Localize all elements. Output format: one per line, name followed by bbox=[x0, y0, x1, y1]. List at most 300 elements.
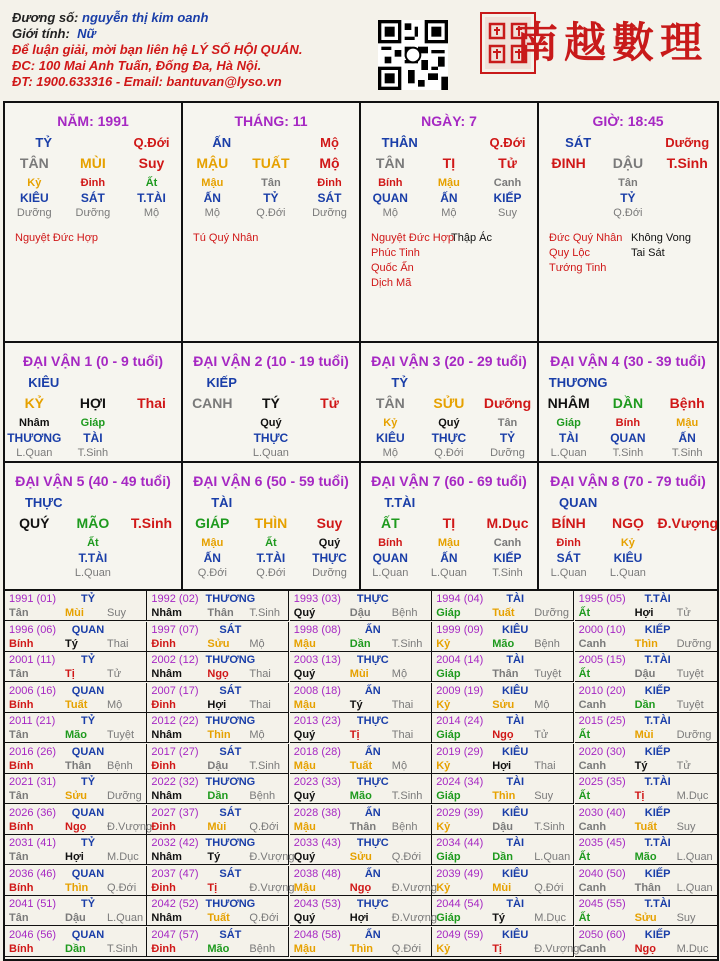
pillar-cell bbox=[183, 103, 361, 343]
cell-top: TỶ bbox=[35, 135, 53, 150]
cell-top: Q.Đới bbox=[489, 135, 526, 150]
year-label: 2036 (46) bbox=[9, 867, 57, 880]
year-stem: Đinh bbox=[151, 698, 176, 711]
year-label: 2035 (45) bbox=[578, 837, 626, 849]
cell-stem: Bệnh bbox=[669, 395, 705, 411]
year-god: T.TÀI bbox=[644, 898, 671, 910]
year-stem: Kỷ bbox=[436, 698, 451, 711]
year-god: T.TÀI bbox=[644, 593, 671, 605]
year-phase: Tuyệt bbox=[676, 698, 704, 711]
cell-stem: HỢI bbox=[79, 395, 106, 411]
year-label: 2042 (52) bbox=[151, 898, 199, 910]
dai-van-cell bbox=[539, 463, 717, 589]
contact-line: Để luận giải, mời bạn liên hệ LÝ SỐ HỘI QUÁN. bbox=[12, 42, 303, 57]
year-phase: Mộ bbox=[391, 668, 408, 680]
cell-gods: SÁT bbox=[556, 551, 581, 565]
year-cell bbox=[432, 805, 574, 835]
year-cell bbox=[290, 713, 432, 743]
year-phase: Đ.Vượng bbox=[249, 851, 295, 863]
year-branch: Thân bbox=[65, 759, 92, 772]
year-phase: Bệnh bbox=[391, 820, 418, 833]
year-stem: Tân bbox=[9, 790, 29, 802]
cell-stem: TÝ bbox=[261, 395, 280, 411]
year-phase: Đ.Vượng bbox=[534, 942, 580, 955]
year-label: 2029 (39) bbox=[436, 806, 484, 819]
cell-top: QUAN bbox=[559, 495, 598, 510]
year-label: 2005 (15) bbox=[578, 654, 626, 666]
year-stem: Nhâm bbox=[151, 851, 182, 863]
year-god: ẤN bbox=[364, 684, 381, 697]
year-phase: L.Quan bbox=[107, 912, 144, 924]
year-phase: Bệnh bbox=[391, 607, 418, 619]
year-god: TỶ bbox=[80, 654, 96, 666]
year-cell bbox=[290, 927, 432, 957]
star-item: Tú Quý Nhân bbox=[193, 232, 259, 244]
star-list-secondary bbox=[631, 231, 691, 261]
cell-gods: KIÊU bbox=[19, 191, 49, 205]
year-branch: Mão bbox=[207, 942, 230, 955]
star-item: Nguyệt Đức Hợp bbox=[371, 232, 455, 244]
year-branch: Dậu bbox=[349, 607, 371, 619]
cell-title: ĐẠI VẬN 3 (20 - 29 tuổi) bbox=[371, 353, 527, 369]
year-branch: Dần bbox=[65, 942, 86, 955]
year-god: THƯƠNG bbox=[205, 776, 256, 788]
year-phase: Tuyệt bbox=[676, 668, 704, 680]
year-branch: Thìn bbox=[207, 729, 231, 741]
year-god: THỰC bbox=[356, 776, 389, 788]
cell-stem: GIÁP bbox=[195, 515, 230, 531]
year-god: THƯƠNG bbox=[205, 654, 256, 666]
year-cell bbox=[432, 683, 574, 713]
year-god: ẤN bbox=[364, 806, 381, 819]
year-stem: Canh bbox=[578, 698, 607, 711]
cell-title: ĐẠI VẬN 6 (50 - 59 tuổi) bbox=[193, 473, 349, 489]
star-list bbox=[371, 231, 454, 291]
year-god: T.TÀI bbox=[644, 837, 671, 849]
year-branch: Tuất bbox=[634, 820, 657, 833]
year-cell bbox=[432, 927, 580, 957]
year-label: 2021 (31) bbox=[9, 776, 57, 788]
year-cell bbox=[575, 713, 717, 743]
year-phase: Đ.Vượng bbox=[249, 881, 295, 894]
year-cell bbox=[432, 744, 574, 774]
year-god: KIẾP bbox=[644, 867, 671, 880]
year-god: QUAN bbox=[71, 745, 105, 758]
year-branch: Tý bbox=[349, 698, 363, 711]
year-phase: M.Dục bbox=[676, 942, 709, 955]
year-cell bbox=[290, 744, 432, 774]
year-branch: Mão bbox=[634, 851, 657, 863]
year-phase: Tử bbox=[107, 668, 122, 680]
star-item: Không Vong bbox=[631, 232, 691, 244]
year-phase: Bệnh bbox=[534, 637, 560, 650]
year-god: KIÊU bbox=[502, 745, 529, 758]
year-phase: Đ.Vượng bbox=[391, 912, 437, 924]
cell-title: ĐẠI VẬN 4 (30 - 39 tuổi) bbox=[550, 353, 706, 369]
year-phase: M.Dục bbox=[534, 912, 566, 924]
year-phase: Dưỡng bbox=[676, 637, 712, 650]
year-god: TÀI bbox=[506, 654, 525, 666]
cell-hidden: Giáp bbox=[80, 417, 106, 429]
year-cell bbox=[432, 835, 574, 865]
star-item: Tai Sát bbox=[631, 247, 665, 259]
year-stem: Tân bbox=[9, 607, 29, 619]
cell-gods: THỰC bbox=[312, 551, 347, 565]
year-stem: Ất bbox=[578, 668, 591, 680]
year-phase: Suy bbox=[676, 820, 696, 833]
year-god: QUAN bbox=[71, 867, 105, 880]
star-list bbox=[193, 231, 258, 246]
year-god: THỰC bbox=[356, 898, 389, 910]
four-pillars-chart bbox=[3, 101, 719, 591]
year-phase: Bệnh bbox=[249, 942, 276, 955]
year-label: 2012 (22) bbox=[151, 715, 199, 727]
cell-top: KIÊU bbox=[28, 375, 60, 390]
year-phase: Thai bbox=[391, 698, 414, 711]
cell-gods: TÀI bbox=[558, 431, 579, 445]
year-stem: Bính bbox=[9, 698, 34, 711]
year-label: 2000 (10) bbox=[578, 623, 626, 636]
year-branch: Mùi bbox=[349, 668, 369, 680]
year-label: 2028 (38) bbox=[293, 806, 341, 819]
dai-van-cell bbox=[183, 343, 361, 463]
cell-stem: T.Sinh bbox=[666, 155, 708, 171]
year-stem: Mậu bbox=[293, 942, 316, 955]
address-line: ĐC: 100 Mai Anh Tuấn, Đống Đa, Hà Nội. bbox=[12, 58, 262, 73]
cell-stem: Đ.Vượng bbox=[657, 515, 719, 531]
dai-van-cell bbox=[5, 463, 183, 589]
year-phase: Mộ bbox=[391, 759, 408, 772]
star-item: Đức Quý Nhân bbox=[549, 232, 623, 244]
year-branch: Mùi bbox=[207, 820, 227, 833]
year-god: TÀI bbox=[506, 593, 525, 605]
year-god: THỰC bbox=[356, 593, 389, 605]
year-label: 2044 (54) bbox=[436, 898, 484, 910]
year-phase: Đ.Vượng bbox=[391, 881, 437, 894]
cell-hidden: Giáp bbox=[556, 417, 581, 429]
cell-phase: L.Quan bbox=[550, 567, 587, 579]
star-list bbox=[549, 231, 622, 276]
cell-phase: Q.Đới bbox=[613, 207, 643, 219]
year-god: QUAN bbox=[71, 928, 105, 941]
cell-hidden: Tân bbox=[261, 177, 281, 189]
year-branch: Tý bbox=[207, 851, 221, 863]
year-phase: Thai bbox=[249, 698, 271, 711]
year-god: KIÊU bbox=[502, 867, 529, 880]
year-cell bbox=[575, 774, 717, 804]
year-god: TỶ bbox=[80, 776, 96, 788]
cell-phase: Dưỡng bbox=[312, 207, 347, 219]
cell-stem: Tử bbox=[320, 395, 339, 411]
year-phase: M.Dục bbox=[107, 851, 139, 863]
year-cell bbox=[147, 744, 289, 774]
year-branch: Thìn bbox=[349, 942, 374, 955]
year-branch: Ngọ bbox=[349, 881, 372, 894]
year-branch: Dần bbox=[207, 790, 229, 802]
year-branch: Dậu bbox=[634, 668, 656, 680]
year-stem: Ất bbox=[578, 851, 591, 863]
year-phase: Q.Đới bbox=[107, 881, 137, 894]
year-phase: Suy bbox=[107, 607, 126, 619]
cell-hidden: Ất bbox=[265, 537, 277, 549]
year-stem: Kỷ bbox=[436, 637, 451, 650]
year-cell bbox=[147, 927, 289, 957]
cell-stem: Tử bbox=[498, 155, 517, 171]
cell-hidden: Kỷ bbox=[383, 417, 398, 429]
cell-hidden: Mậu bbox=[676, 417, 699, 429]
qr-code-icon[interactable] bbox=[378, 20, 448, 90]
cell-gods: T.TÀI bbox=[137, 191, 166, 205]
year-phase: Dưỡng bbox=[107, 790, 142, 802]
year-label: 2027 (37) bbox=[151, 806, 199, 819]
year-phase: M.Dục bbox=[676, 790, 709, 802]
year-stem: Kỷ bbox=[436, 881, 451, 894]
year-label: 2024 (34) bbox=[436, 776, 484, 788]
cell-hidden: Bính bbox=[615, 417, 641, 429]
cell-stem: ĐINH bbox=[551, 155, 586, 171]
year-stem: Bính bbox=[9, 942, 34, 955]
year-branch: Sửu bbox=[207, 637, 230, 650]
year-phase: Đ.Vượng bbox=[107, 820, 153, 833]
year-cell bbox=[5, 622, 147, 652]
cell-gods: SÁT bbox=[80, 191, 105, 205]
year-cell bbox=[432, 774, 574, 804]
year-branch: Sửu bbox=[492, 698, 515, 711]
year-god: TỶ bbox=[80, 898, 96, 910]
year-god: TỶ bbox=[80, 837, 96, 849]
year-god: T.TÀI bbox=[644, 776, 671, 788]
cell-stem: Suy bbox=[138, 155, 165, 171]
year-label: 2010 (20) bbox=[578, 684, 626, 697]
year-phase: L.Quan bbox=[534, 851, 571, 863]
year-branch: Ngọ bbox=[207, 668, 229, 680]
year-cell bbox=[575, 927, 717, 957]
year-god: THỰC bbox=[356, 837, 389, 849]
cell-phase: L.Quan bbox=[430, 567, 467, 579]
year-label: 2018 (28) bbox=[293, 745, 341, 758]
year-cell bbox=[147, 835, 295, 865]
year-phase: Tử bbox=[676, 607, 691, 619]
year-phase: T.Sinh bbox=[249, 759, 280, 772]
year-cell bbox=[432, 866, 574, 896]
cell-title: NĂM: 1991 bbox=[57, 113, 129, 129]
star-list bbox=[15, 231, 98, 246]
year-stem: Tân bbox=[9, 729, 29, 741]
year-phase: Mộ bbox=[107, 698, 123, 711]
cell-stem: MẬU bbox=[196, 155, 229, 171]
year-stem: Mậu bbox=[293, 881, 316, 894]
year-cell bbox=[147, 652, 289, 682]
year-label: 1999 (09) bbox=[436, 623, 484, 636]
cell-stem: MÙI bbox=[80, 155, 106, 171]
year-stem: Nhâm bbox=[151, 729, 182, 741]
year-label: 1991 (01) bbox=[9, 593, 57, 605]
year-stem: Bính bbox=[9, 881, 34, 894]
year-god: KIẾP bbox=[644, 806, 671, 819]
cell-phase: Q.Đới bbox=[256, 207, 286, 219]
year-branch: Dậu bbox=[207, 759, 229, 772]
year-phase: Mộ bbox=[534, 698, 550, 711]
cell-stem: Mộ bbox=[319, 155, 340, 171]
year-label: 2016 (26) bbox=[9, 745, 57, 758]
cell-stem: TÂN bbox=[375, 395, 405, 411]
cell-phase: Dưỡng bbox=[75, 207, 111, 219]
year-branch: Hợi bbox=[207, 698, 227, 711]
cell-stem: NHÂM bbox=[547, 395, 590, 411]
year-label: 2003 (13) bbox=[293, 654, 341, 666]
year-cell bbox=[147, 866, 295, 896]
year-branch: Tị bbox=[349, 729, 360, 741]
year-cell bbox=[5, 927, 147, 957]
cell-gods: TỶ bbox=[499, 431, 516, 445]
annual-luck-grid bbox=[3, 589, 719, 961]
year-branch: Dần bbox=[492, 851, 513, 863]
year-branch: Dậu bbox=[65, 912, 86, 924]
year-stem: Đinh bbox=[151, 942, 176, 955]
year-cell bbox=[575, 683, 717, 713]
cell-phase: Dưỡng bbox=[16, 207, 52, 219]
year-stem: Giáp bbox=[436, 851, 461, 863]
year-branch: Hợi bbox=[65, 851, 84, 863]
year-stem: Quý bbox=[293, 912, 316, 924]
star-list-secondary bbox=[451, 231, 492, 246]
year-stem: Quý bbox=[293, 668, 316, 680]
year-phase: Tử bbox=[676, 759, 691, 772]
cell-gods: SÁT bbox=[317, 191, 342, 205]
gender-value: Nữ bbox=[77, 26, 96, 41]
year-stem: Mậu bbox=[293, 759, 316, 772]
cell-top: SÁT bbox=[565, 135, 592, 150]
year-phase: Bệnh bbox=[107, 759, 133, 772]
dai-van-cell bbox=[183, 463, 361, 589]
year-cell bbox=[290, 622, 432, 652]
year-stem: Ất bbox=[578, 729, 591, 741]
year-label: 2008 (18) bbox=[293, 684, 341, 697]
year-cell bbox=[5, 805, 153, 835]
cell-stem: TỊ bbox=[442, 515, 456, 531]
year-branch: Mùi bbox=[634, 729, 654, 741]
year-phase: Suy bbox=[534, 790, 554, 802]
year-label: 2019 (29) bbox=[436, 745, 484, 758]
year-god: ẤN bbox=[364, 745, 381, 758]
cell-hidden: Bính bbox=[378, 177, 403, 189]
year-label: 2001 (11) bbox=[9, 654, 56, 666]
year-branch: Sửu bbox=[634, 912, 657, 924]
year-label: 1996 (06) bbox=[9, 623, 57, 636]
year-phase: T.Sinh bbox=[249, 607, 280, 619]
cell-stem: TUẤT bbox=[252, 155, 290, 171]
cell-phase: Dưỡng bbox=[312, 567, 347, 579]
year-cell bbox=[5, 652, 147, 682]
phone-email-line: ĐT: 1900.633316 - Email: bantuvan@lyso.vn bbox=[12, 74, 282, 89]
year-branch: Tị bbox=[634, 790, 645, 802]
year-label: 2002 (12) bbox=[151, 654, 199, 666]
cell-title: GIỜ: 18:45 bbox=[592, 113, 664, 129]
brand-logo: 南越數理 bbox=[515, 18, 708, 67]
year-branch: Tị bbox=[65, 668, 75, 680]
year-stem: Quý bbox=[293, 851, 316, 863]
year-label: 2050 (60) bbox=[578, 928, 626, 941]
year-phase: T.Sinh bbox=[391, 637, 423, 650]
cell-phase: Dưỡng bbox=[490, 447, 525, 459]
cell-gods: THỰC bbox=[253, 431, 289, 445]
cell-top: THƯƠNG bbox=[548, 375, 608, 390]
star-item: Quy Lộc bbox=[549, 247, 590, 259]
star-item: Quốc Ấn bbox=[371, 262, 414, 274]
year-branch: Tý bbox=[492, 912, 506, 924]
cell-phase: L.Quan bbox=[550, 447, 587, 459]
year-cell bbox=[5, 713, 147, 743]
cell-gods: T.TÀI bbox=[256, 551, 286, 565]
year-god: T.TÀI bbox=[644, 654, 671, 666]
year-branch: Hợi bbox=[349, 912, 369, 924]
year-stem: Giáp bbox=[436, 668, 461, 680]
year-label: 2014 (24) bbox=[436, 715, 484, 727]
cell-gods: THƯƠNG bbox=[7, 431, 62, 445]
cell-phase: Q.Đới bbox=[256, 567, 286, 579]
cell-top: Dưỡng bbox=[665, 135, 710, 150]
year-phase: Thai bbox=[249, 668, 271, 680]
cell-gods: QUAN bbox=[372, 191, 408, 205]
year-stem: Đinh bbox=[151, 820, 176, 833]
year-god: KIẾP bbox=[644, 928, 671, 941]
pillar-cell bbox=[5, 103, 183, 343]
cell-hidden: Canh bbox=[493, 177, 522, 189]
year-stem: Bính bbox=[9, 759, 34, 772]
year-branch: Tuất bbox=[207, 912, 230, 924]
cell-phase: T.Sinh bbox=[612, 447, 644, 459]
year-label: 2011 (21) bbox=[9, 715, 56, 727]
cell-gods: ẤN bbox=[440, 551, 458, 565]
year-cell bbox=[5, 866, 147, 896]
year-branch: Tị bbox=[492, 942, 502, 955]
pillar-cell bbox=[361, 103, 539, 343]
year-stem: Ất bbox=[578, 912, 591, 924]
year-god: KIÊU bbox=[502, 684, 529, 697]
cell-top: THÂN bbox=[381, 135, 418, 150]
year-cell bbox=[5, 683, 147, 713]
year-cell bbox=[575, 896, 717, 926]
year-stem: Tân bbox=[9, 668, 29, 680]
year-label: 2004 (14) bbox=[436, 654, 484, 666]
year-label: 2045 (55) bbox=[578, 898, 626, 910]
gender-label: Giới tính: bbox=[12, 26, 70, 41]
year-label: 2023 (33) bbox=[293, 776, 341, 788]
year-phase: T.Sinh bbox=[391, 790, 423, 802]
year-stem: Kỷ bbox=[436, 759, 451, 772]
year-phase: Tử bbox=[534, 729, 549, 741]
year-stem: Quý bbox=[293, 790, 316, 802]
year-phase: Mộ bbox=[249, 637, 265, 650]
year-cell bbox=[290, 835, 432, 865]
year-label: 2026 (36) bbox=[9, 806, 57, 819]
year-stem: Ất bbox=[578, 607, 591, 619]
year-stem: Ất bbox=[578, 790, 591, 802]
star-item: Thập Ác bbox=[451, 232, 492, 244]
year-label: 2037 (47) bbox=[151, 867, 199, 880]
cell-top: TỶ bbox=[391, 375, 409, 390]
year-stem: Quý bbox=[293, 607, 316, 619]
cell-gods: ẤN bbox=[203, 551, 221, 565]
year-cell bbox=[147, 896, 289, 926]
year-stem: Nhâm bbox=[151, 607, 182, 619]
cell-phase: Mộ bbox=[441, 207, 457, 219]
cell-stem: BÍNH bbox=[551, 515, 586, 531]
year-stem: Tân bbox=[9, 851, 29, 863]
cell-phase: L.Quan bbox=[16, 447, 53, 459]
year-god: T.TÀI bbox=[644, 715, 671, 727]
year-god: KIẾP bbox=[644, 684, 671, 697]
